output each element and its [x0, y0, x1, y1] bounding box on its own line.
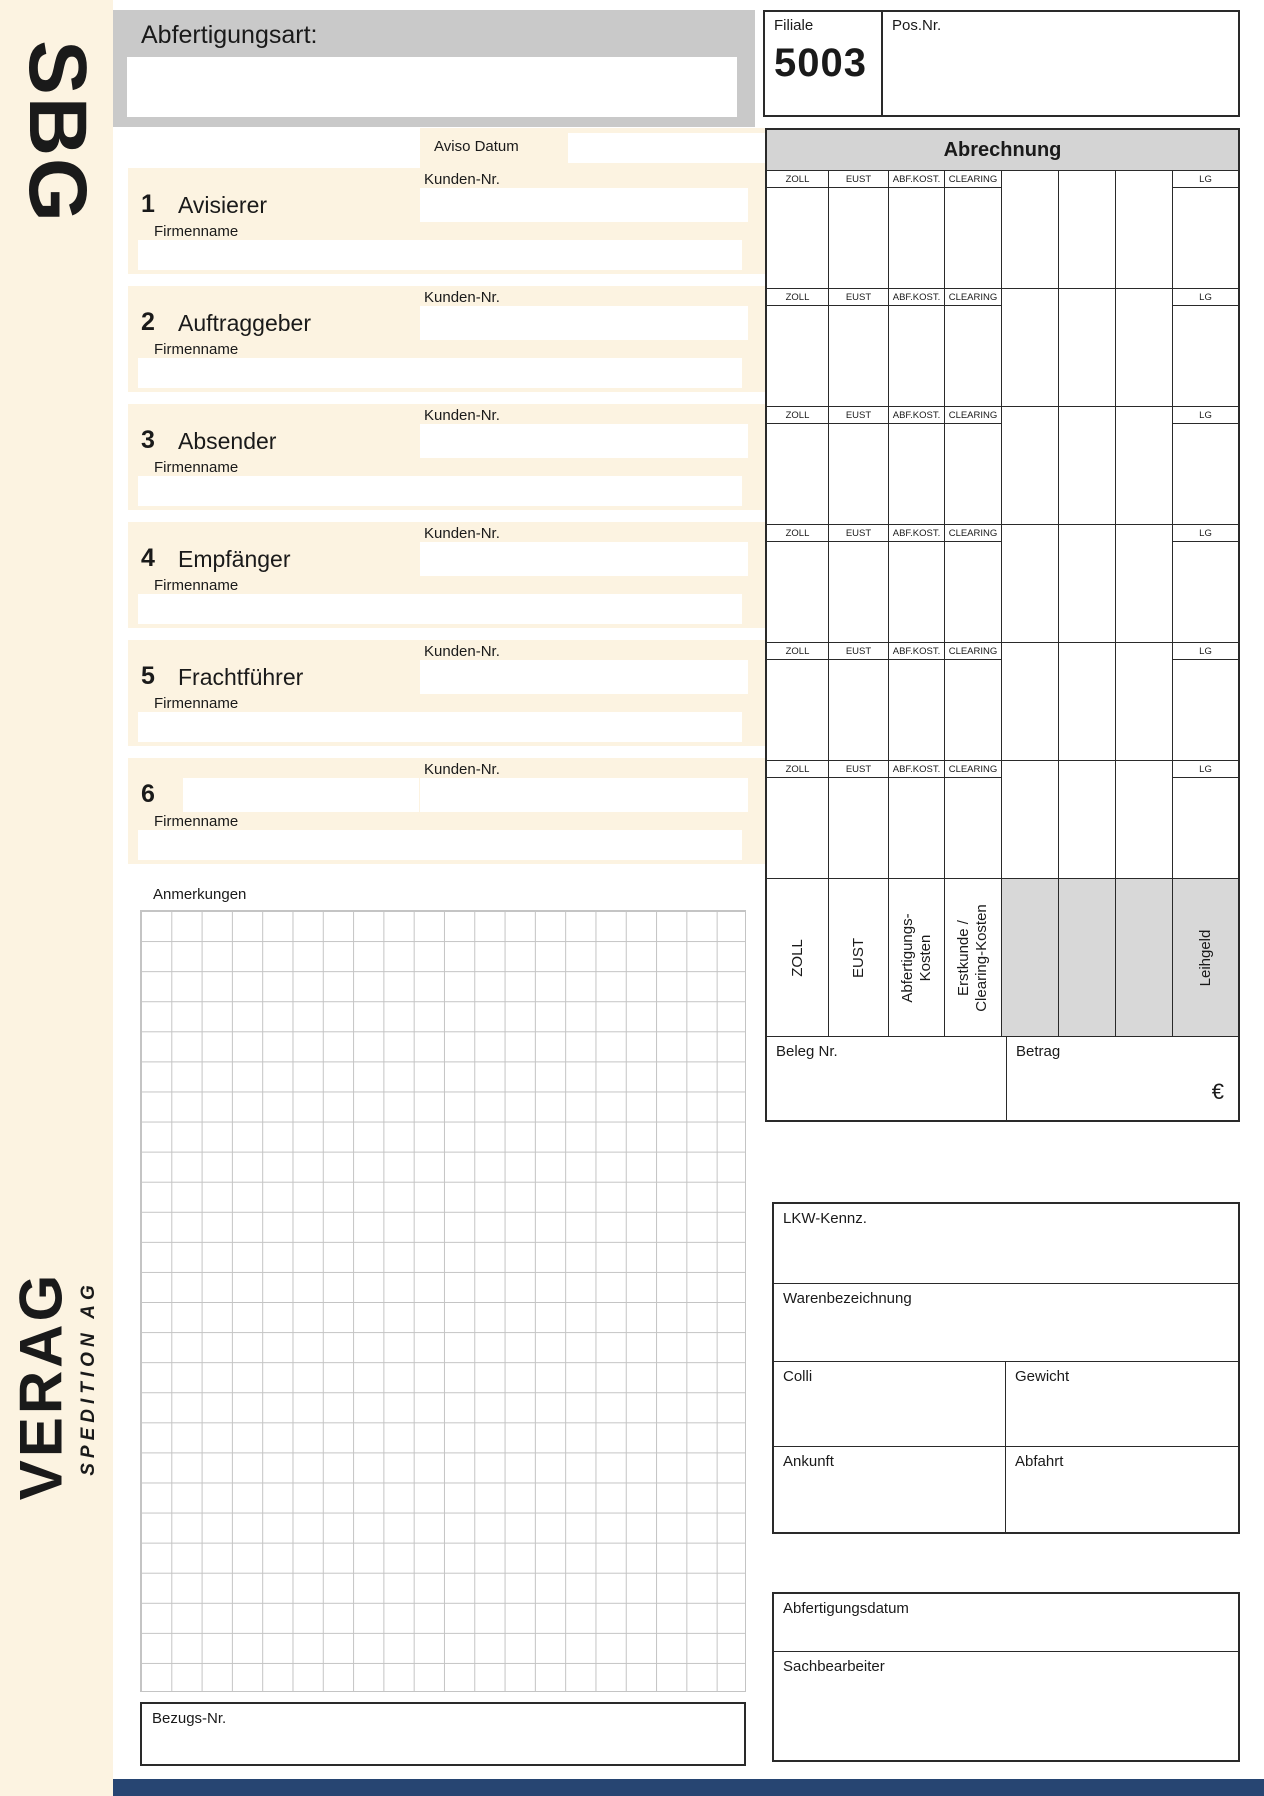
cell-eust [829, 407, 889, 524]
col-header-zoll: ZOLL [767, 643, 828, 660]
cell-clearing [945, 761, 1002, 878]
betrag-label: Betrag [1016, 1043, 1061, 1060]
col-header-clearing: CLEARING [945, 643, 1001, 660]
aviso-datum-box [420, 128, 768, 168]
colli-gewicht-row [774, 1362, 1238, 1447]
cell-zoll [767, 171, 829, 288]
cell-eust [829, 761, 889, 878]
party-section-auftraggeber [128, 286, 768, 392]
vcell-eust [829, 879, 889, 1036]
cell-clearing [945, 407, 1002, 524]
col-header-abfkost: ABF.KOST. [889, 171, 944, 188]
filiale-cell [765, 12, 883, 115]
abfahrt-label: Abfahrt [1015, 1453, 1064, 1470]
firmenname-input[interactable] [138, 476, 742, 506]
kunden-nr-label: Kunden-Nr. [424, 761, 500, 778]
shipment-details-box [772, 1202, 1240, 1534]
lkw-kennz-label: LKW-Kennz. [783, 1210, 867, 1227]
filiale-number: 5003 [774, 41, 867, 85]
col-header-clearing: CLEARING [945, 407, 1001, 424]
party-section-6 [128, 758, 768, 864]
cell-abfkost [889, 525, 945, 642]
col-header-zoll: ZOLL [767, 407, 828, 424]
col-header-eust: EUST [829, 407, 888, 424]
colli-field[interactable] [774, 1362, 1006, 1446]
col-header-lg: LG [1173, 289, 1238, 306]
firmenname-label: Firmenname [154, 577, 239, 594]
brand-strip [0, 0, 113, 1796]
col-header-abfkost: ABF.KOST. [889, 525, 944, 542]
cell-empty [1002, 525, 1059, 642]
col-header-abfkost: ABF.KOST. [889, 407, 944, 424]
cell-clearing [945, 643, 1002, 760]
cell-zoll [767, 761, 829, 878]
firmenname-input[interactable] [138, 712, 742, 742]
cell-lg [1173, 761, 1238, 878]
cell-empty [1116, 407, 1173, 524]
beleg-nr-label: Beleg Nr. [776, 1043, 838, 1060]
cell-empty [1116, 643, 1173, 760]
kunden-nr-input[interactable] [420, 542, 748, 576]
betrag-box[interactable] [1007, 1037, 1238, 1120]
cell-empty [1059, 525, 1116, 642]
lkw-kennz-field[interactable] [774, 1204, 1238, 1284]
cell-empty [1002, 761, 1059, 878]
cell-empty [1116, 525, 1173, 642]
col-header-lg: LG [1173, 407, 1238, 424]
cell-empty [1002, 407, 1059, 524]
vertical-label-leihgeld: Leihgeld [1196, 929, 1214, 986]
cell-eust [829, 525, 889, 642]
ankunft-field[interactable] [774, 1447, 1006, 1532]
section-title: Avisierer [178, 192, 268, 218]
warenbezeichnung-label: Warenbezeichnung [783, 1290, 912, 1307]
col-header-clearing: CLEARING [945, 761, 1001, 778]
abfertigungsart-input[interactable] [127, 57, 737, 117]
gewicht-label: Gewicht [1015, 1368, 1070, 1385]
col-header-zoll: ZOLL [767, 289, 828, 306]
anmerkungen-label: Anmerkungen [153, 886, 247, 903]
vcell-empty [1116, 879, 1173, 1036]
aviso-datum-label: Aviso Datum [434, 138, 519, 155]
cell-empty [1059, 289, 1116, 406]
cell-empty [1116, 761, 1173, 878]
abfertigungsart-header [113, 10, 755, 127]
firmenname-input[interactable] [138, 594, 742, 624]
col-header-eust: EUST [829, 289, 888, 306]
beleg-nr-box[interactable] [767, 1037, 1007, 1120]
cell-zoll [767, 525, 829, 642]
section-title: Absender [178, 428, 277, 454]
cell-empty [1116, 171, 1173, 288]
vertical-label-line: Clearing-Kosten [973, 903, 990, 1012]
vertical-label-line: Kosten [916, 934, 934, 981]
col-header-eust: EUST [829, 643, 888, 660]
verag-logo [4, 1238, 78, 1534]
cell-empty [1002, 171, 1059, 288]
cell-empty [1116, 289, 1173, 406]
party-section-absender [128, 404, 768, 510]
col-header-clearing: CLEARING [945, 525, 1001, 542]
processing-box [772, 1592, 1240, 1762]
party-section-avisierer [128, 168, 768, 274]
kunden-nr-label: Kunden-Nr. [424, 171, 500, 188]
party-section-frachtfuehrer [128, 640, 768, 746]
cell-eust [829, 171, 889, 288]
cell-abfkost [889, 761, 945, 878]
bezugs-nr-field[interactable] [140, 1702, 746, 1766]
cell-zoll [767, 407, 829, 524]
section-number: 5 [141, 662, 155, 690]
filiale-posnr-box [763, 10, 1240, 117]
abrechnung-vertical-labels [767, 879, 1238, 1037]
abrechnung-title: Abrechnung [767, 130, 1238, 171]
cell-empty [1002, 289, 1059, 406]
cell-empty [1059, 407, 1116, 524]
pos-nr-label: Pos.Nr. [892, 17, 942, 34]
col-header-clearing: CLEARING [945, 171, 1001, 188]
section-title: Empfänger [178, 546, 291, 572]
firmenname-input[interactable] [138, 830, 742, 860]
kunden-nr-label: Kunden-Nr. [424, 289, 500, 306]
cell-zoll [767, 643, 829, 760]
cell-lg [1173, 171, 1238, 288]
pos-nr-cell[interactable] [883, 12, 1238, 115]
sachbearbeiter-label: Sachbearbeiter [783, 1658, 885, 1675]
col-header-zoll: ZOLL [767, 525, 828, 542]
kunden-nr-input[interactable] [420, 424, 748, 458]
col-header-eust: EUST [829, 761, 888, 778]
cell-eust [829, 643, 889, 760]
colli-label: Colli [783, 1368, 813, 1385]
abrechnung-row-2 [767, 289, 1238, 407]
kunden-nr-input[interactable] [420, 306, 748, 340]
col-header-lg: LG [1173, 171, 1238, 188]
col-header-abfkost: ABF.KOST. [889, 761, 944, 778]
col-header-zoll: ZOLL [767, 171, 828, 188]
warenbezeichnung-field[interactable] [774, 1284, 1238, 1362]
cell-abfkost [889, 643, 945, 760]
party-section-empfaenger [128, 522, 768, 628]
cell-clearing [945, 525, 1002, 642]
aviso-datum-input[interactable] [568, 133, 768, 163]
vcell-zoll [767, 879, 829, 1036]
cell-lg [1173, 643, 1238, 760]
euro-symbol: € [1211, 1079, 1224, 1104]
section-title: Auftraggeber [178, 310, 311, 336]
ankunft-abfahrt-row [774, 1447, 1238, 1532]
vertical-label-line: Abfertigungs- [898, 912, 916, 1003]
vertical-label-line: Erstkunde / [955, 919, 972, 996]
col-header-lg: LG [1173, 761, 1238, 778]
vertical-label-zoll: ZOLL [788, 938, 806, 977]
abfertigungsdatum-label: Abfertigungsdatum [783, 1600, 909, 1617]
col-header-lg: LG [1173, 525, 1238, 542]
anmerkungen-grid[interactable] [140, 910, 746, 1692]
vcell-leihgeld [1173, 879, 1238, 1036]
abrechnung-row-4 [767, 525, 1238, 643]
abfertigungsart-label: Abfertigungsart: [141, 21, 318, 49]
col-header-abfkost: ABF.KOST. [889, 643, 944, 660]
footer-bar [113, 1779, 1264, 1796]
firmenname-label: Firmenname [154, 695, 239, 712]
kunden-nr-label: Kunden-Nr. [424, 525, 500, 542]
vcell-erstkunde-clearing [945, 879, 1002, 1036]
section-number: 1 [141, 190, 155, 218]
firmenname-label: Firmenname [154, 813, 239, 830]
kunden-nr-label: Kunden-Nr. [424, 643, 500, 660]
cell-eust [829, 289, 889, 406]
section-number: 3 [141, 426, 155, 454]
spedition-ag-text: SPEDITION AG [78, 1280, 99, 1476]
vcell-empty [1059, 879, 1116, 1036]
col-header-abfkost: ABF.KOST. [889, 289, 944, 306]
abrechnung-row-1 [767, 171, 1238, 289]
cell-lg [1173, 525, 1238, 642]
cell-lg [1173, 289, 1238, 406]
col-header-lg: LG [1173, 643, 1238, 660]
cell-abfkost [889, 289, 945, 406]
abfertigungsdatum-field[interactable] [774, 1594, 1238, 1652]
section-number: 4 [141, 544, 155, 572]
abrechnung-table [765, 128, 1240, 1122]
section-number: 2 [141, 308, 155, 336]
abrechnung-row-6 [767, 761, 1238, 879]
cell-empty [1002, 643, 1059, 760]
sbg-logo [0, 14, 113, 249]
kunden-nr-input[interactable] [420, 660, 748, 694]
cell-lg [1173, 407, 1238, 524]
ankunft-label: Ankunft [783, 1453, 834, 1470]
cell-abfkost [889, 171, 945, 288]
col-header-clearing: CLEARING [945, 289, 1001, 306]
cell-zoll [767, 289, 829, 406]
filiale-label: Filiale [774, 17, 814, 34]
beleg-betrag-row [767, 1037, 1238, 1120]
firmenname-label: Firmenname [154, 341, 239, 358]
vertical-label-abfertigungskosten [899, 913, 935, 1002]
firmenname-label: Firmenname [154, 459, 239, 476]
firmenname-label: Firmenname [154, 223, 239, 240]
bezugs-nr-label: Bezugs-Nr. [152, 1710, 227, 1727]
col-header-eust: EUST [829, 171, 888, 188]
section-title: Frachtführer [178, 664, 304, 690]
cell-abfkost [889, 407, 945, 524]
section-6-title-input[interactable] [183, 778, 419, 812]
vertical-label-erstkunde-clearing [955, 904, 991, 1012]
abrechnung-row-5 [767, 643, 1238, 761]
col-header-eust: EUST [829, 525, 888, 542]
cell-empty [1059, 761, 1116, 878]
kunden-nr-input[interactable] [420, 188, 748, 222]
gewicht-field[interactable] [1006, 1362, 1238, 1446]
cell-empty [1059, 171, 1116, 288]
cell-clearing [945, 171, 1002, 288]
section-number: 6 [141, 780, 155, 808]
cell-clearing [945, 289, 1002, 406]
vcell-empty [1002, 879, 1059, 1036]
abfahrt-field[interactable] [1006, 1447, 1238, 1532]
col-header-zoll: ZOLL [767, 761, 828, 778]
firmenname-input[interactable] [138, 358, 742, 388]
vertical-label-eust: EUST [849, 937, 867, 978]
abrechnung-row-3 [767, 407, 1238, 525]
kunden-nr-input[interactable] [420, 778, 748, 812]
kunden-nr-label: Kunden-Nr. [424, 407, 500, 424]
verag-logo-text: VERAG [7, 1271, 75, 1501]
cell-empty [1059, 643, 1116, 760]
firmenname-input[interactable] [138, 240, 742, 270]
sbg-logo-text: SBG [11, 39, 103, 224]
sachbearbeiter-field[interactable] [774, 1652, 1238, 1760]
spedition-ag-label-box [70, 1232, 108, 1524]
vcell-abfertigungskosten [889, 879, 945, 1036]
